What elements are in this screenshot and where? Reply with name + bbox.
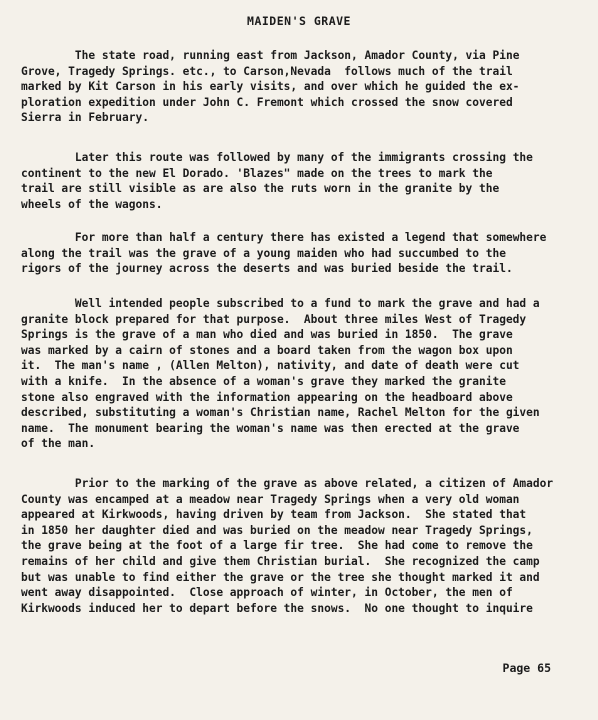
paragraph-3: For more than half a century there has existed a legend that somewhere along the trail was the grave of a young maiden who had succumbed to the rigors of the journey across the deserts and was buried beside the trail. [21, 231, 547, 276]
paragraph-5: Prior to the marking of the grave as above related, a citizen of Amador County was encamped at a meadow near Tragedy Springs when a very old woman appeared at Kirkwoods, having driven by team from Jackson. She stated that in 1850 her daughter died and was buried on the meadow near Tragedy Springs, the grave being at the foot of a large fir tree. She had come to remove the remains of her child and give them Christian burial. She recognized the camp but was unable to find either the grave or the tree she thought marked it and went away disappointed. Close approach of winter, in October, the men of Kirkwoods induced her to depart before the snows. No one thought to inquire [21, 477, 554, 615]
page-number: Page 65 [502, 661, 551, 675]
paragraph-1: The state road, running east from Jackson, Amador County, via Pine Grove, Tragedy Springs. etc., to Carson,Nevada follows much of the trail marked by Kit Carson in his early visits, and over which he guided the ex- ploration expedition under John C. Fremont which crossed the snow covered Sierra in February. [21, 49, 520, 125]
paragraph-2: Later this route was followed by many of the immigrants crossing the continent to the new El Dorado. 'Blazes" made on the trees to mark the trail are still visible as are also the ruts worn in the granite by the wheels of the wagons. [21, 151, 533, 211]
paragraph-4: Well intended people subscribed to a fund to mark the grave and had a granite block prepared for that purpose. About three miles West of Tragedy Springs is the grave of a man who died and was buried in 1850. The grave was marked by a cairn of stones and a board taken from the wagon box upon it. The man's name , (Allen Melton), nativity, and date of death were cut with a knife. In the absence of a woman's grave they marked the granite stone also engraved with the information appearing on the headboard above described, substituting a woman's Christian name, Rachel Melton for the given name. The monument bearing the woman's name was then erected at the grave of the man. [21, 297, 540, 451]
page-title: MAIDEN'S GRAVE [247, 14, 351, 28]
